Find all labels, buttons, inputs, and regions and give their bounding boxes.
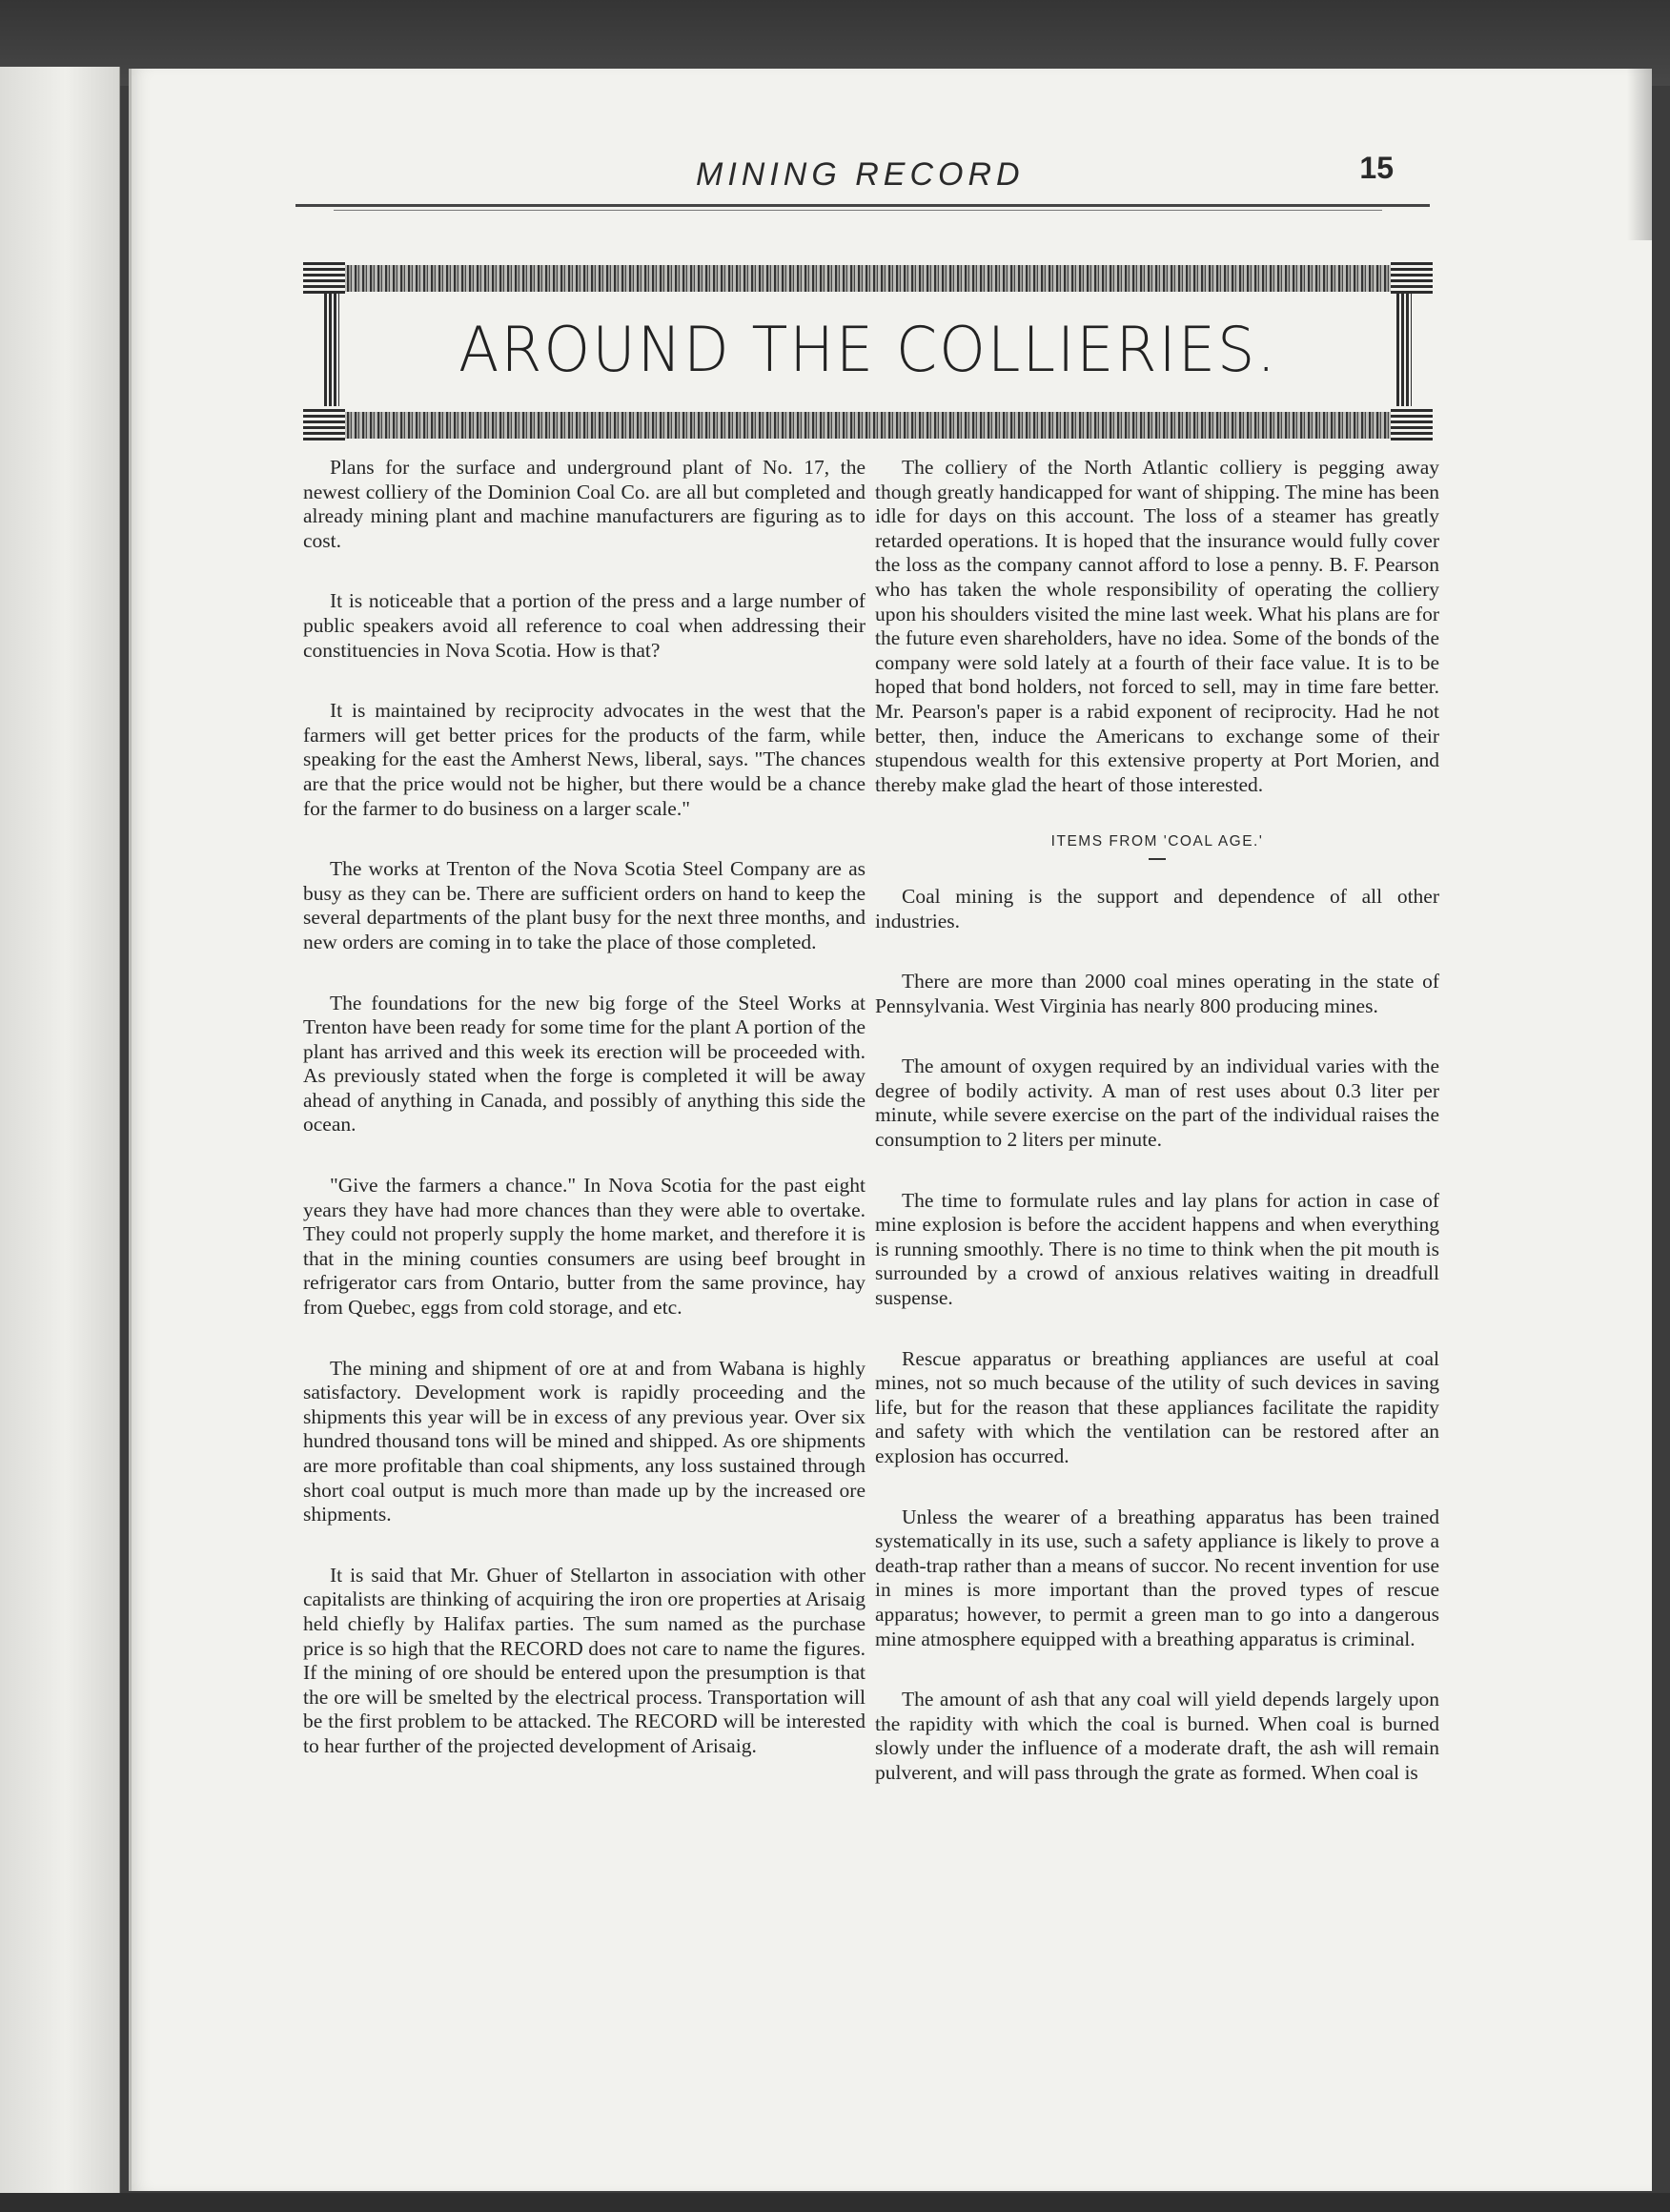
section-title: AROUND THE COLLIERIES. (458, 313, 1278, 386)
subsection-rule (1149, 858, 1166, 860)
scan-bottom-margin (0, 2193, 1670, 2212)
banner-left-post (324, 288, 339, 417)
subsection-heading: ITEMS FROM 'COAL AGE.' (1050, 833, 1264, 850)
news-item: The time to formulate rules and lay plans for action in case of mine explosion is before the accident happens and when everything is running smoothly. There is no time to think when the pit mouth is surrounded by a crowd of anxious relatives waiting in dreadfull suspense. (875, 1188, 1439, 1310)
news-paragraph: The foundations for the new big forge of the Steel Works at Trenton have been ready for some time for the plant A portion of the plant has arrived and this week its erection will be proceeded with. As previously stated when the forge is completed it will be away ahead of anything in Canada, and possibly of anything this side the ocean. (303, 991, 866, 1137)
banner-corner-ornament (1391, 406, 1433, 440)
news-paragraph: The colliery of the North Atlantic colliery is pegging away though greatly handicapped for want of shipping. The mine has been idle for days on this account. The loss of a steamer has greatly retarded operations. It is hoped that the insurance would fully cover the loss as the company cannot afford to lose a penny. B. F. Pearson who has taken the whole responsibility of operating the colliery upon his shoulders visited the mine last week. What his plans are for the future even shareholders, have no idea. Some of the bonds of the company were sold lately at a fourth of their face value. It is to be hoped that bond holders, not forced to sell, may in time fare better. Mr. Pearson's paper is a rabid exponent of reciprocity. Had he not better, then, induce the Americans to exchange some of their stupendous wealth for this extensive property at Port Morien, and thereby make glad the heart of those interested. (875, 456, 1439, 796)
facing-page-edge (0, 67, 120, 2202)
news-item: There are more than 2000 coal mines operating in the state of Pennsylvania. West Virginia has nearly 800 producing mines. (875, 970, 1439, 1017)
news-paragraph: The works at Trenton of the Nova Scotia Steel Company are as busy as they can be. There are sufficient orders on hand to keep the several departments of the plant busy for the next three months, and new orders are coming in to take the place of those completed. (303, 857, 866, 953)
banner-corner-ornament (303, 406, 345, 440)
news-paragraph: Plans for the surface and underground plant of No. 17, the newest colliery of the Dominion Coal Co. are all but completed and already mining plant and machine manufacturers are figuring as to cost. (303, 456, 866, 552)
banner-bottom-border (339, 412, 1393, 439)
news-item: Coal mining is the support and dependence of all other industries. (875, 884, 1439, 932)
page-number: 15 (1359, 151, 1394, 185)
running-header (295, 143, 1430, 257)
news-paragraph: The mining and shipment of ore at and from Wabana is highly satisfactory. Development work is rapidly proceeding and the shipments this year will be in excess of any previous year. Over six hundred thousand tons will be mined and shipped. As ore shipments are more profitable than coal shipments, any loss sustained through short coal output is much more than made up by the increased ore shipments. (303, 1356, 866, 1526)
page-corner-shadow (1627, 69, 1652, 240)
journal-title: MINING RECORD (696, 156, 1025, 193)
section-banner (303, 259, 1433, 440)
right-column (875, 456, 1439, 1822)
news-item: Rescue apparatus or breathing appliances are useful at coal mines, not so much because of the utility of such devices in saving life, but for the reason that these appliances facilitate the rapidity and safety with which the ventilation can be restored after an explosion has occurred. (875, 1346, 1439, 1467)
news-paragraph: "Give the farmers a chance." In Nova Scotia for the past eight years they have had more chances than they were able to overtake. They could not properly supply the home market, and therefore it is that in the mining counties consumers are using beef brought in refrigerator cars from Ontario, butter from the same province, hay from Quebec, eggs from cold storage, and etc. (303, 1174, 866, 1320)
news-item: The amount of ash that any coal will yield depends largely upon the rapidity with which the coal is burned. When coal is burned slowly under the influence of a moderate draft, the ash will remain pulverent, and will pass through the grate as formed. When coal is (875, 1688, 1439, 1784)
header-rule (295, 204, 1430, 207)
news-paragraph: It is maintained by reciprocity advocates in the west that the farmers will get better prices for the products of the farm, while speaking for the east the Amherst News, liberal, says. "The chances are that the price would not be higher, but there would be a chance for the farmer to do business on a larger scale." (303, 699, 866, 820)
news-paragraph: It is noticeable that a portion of the press and a large number of public speakers avoid all reference to coal when addressing their constituencies in Nova Scotia. How is that? (303, 589, 866, 662)
news-item: Unless the wearer of a breathing apparatus has been trained systematically in its use, such a safety appliance is likely to prove a death-trap rather than a means of succor. No recent invention for use in mines is more important than the proved types of rescue apparatus; however, to permit a green man to go into a dangerous mine atmosphere equipped with a breathing apparatus is criminal. (875, 1505, 1439, 1650)
banner-corner-ornament (1391, 259, 1433, 294)
banner-top-border (339, 265, 1393, 292)
banner-corner-ornament (303, 259, 345, 294)
header-rule-thin (334, 210, 1382, 211)
left-column (303, 456, 866, 1795)
news-item: The amount of oxygen required by an individual varies with the degree of bodily activity. A man of rest uses about 0.3 liter per minute, while severe exercise on the part of the individual raises the consumption to 2 liters per minute. (875, 1055, 1439, 1152)
banner-right-post (1396, 288, 1412, 417)
news-paragraph: It is said that Mr. Ghuer of Stellarton in association with other capitalists are thinking of acquiring the iron ore properties at Arisaig held chiefly by Halifax parties. The sum named as the purchase price is so high that the RECORD does not care to name the figures. If the mining of ore should be entered upon the presumption is that the ore will be smelted by the electrical process. Transportation will be the first problem to be attacked. The RECORD will be interested to hear further of the projected development of Arisaig. (303, 1563, 866, 1757)
